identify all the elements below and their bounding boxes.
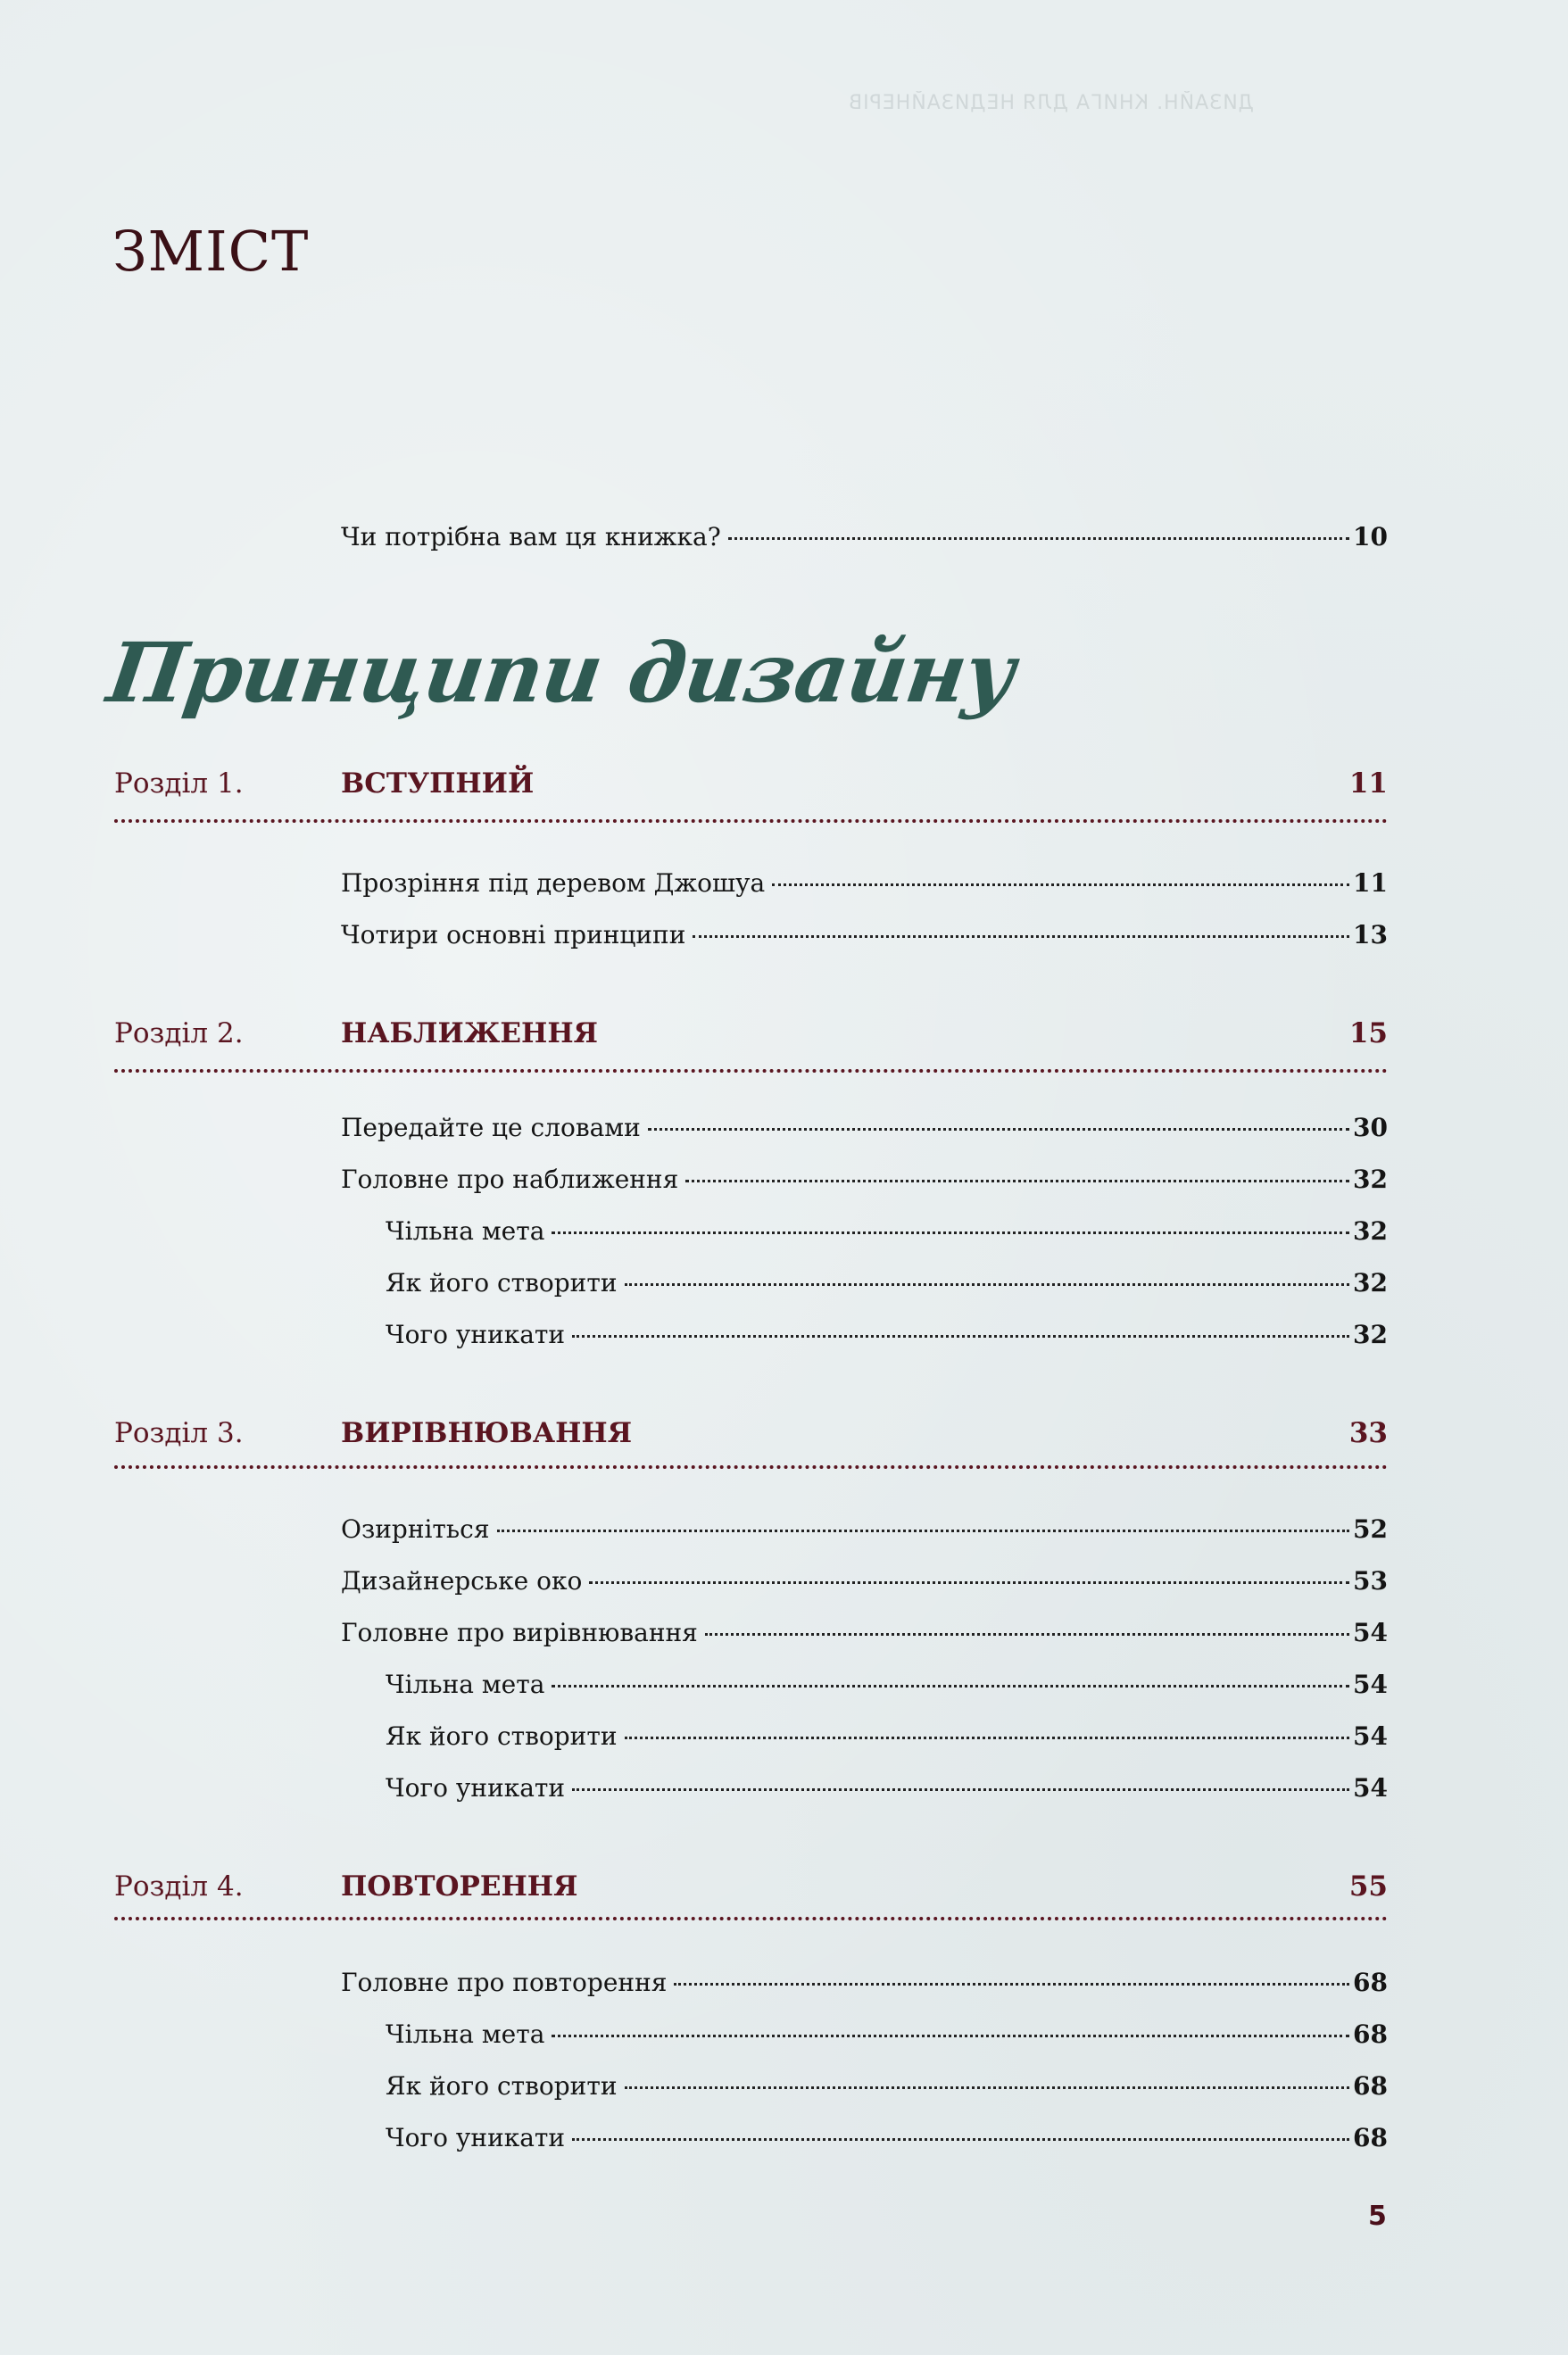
toc-entry[interactable] bbox=[341, 868, 1388, 904]
toc-entry-intro[interactable] bbox=[341, 522, 1388, 558]
entry-page-number: 54 bbox=[1353, 1618, 1388, 1647]
entry-label: Чотири основні принципи bbox=[341, 920, 686, 949]
toc-entry[interactable] bbox=[341, 1566, 1388, 1602]
chapter-number: Розділ 3. bbox=[114, 1417, 244, 1449]
toc-subentry[interactable] bbox=[386, 2123, 1388, 2159]
entry-label: Чи потрібна вам ця книжка? bbox=[341, 522, 721, 551]
toc-subentry[interactable] bbox=[386, 1216, 1388, 1252]
dot-leader bbox=[572, 1335, 1349, 1338]
bleedthrough-decoration bbox=[107, 178, 1392, 2142]
entry-page-number: 52 bbox=[1353, 1514, 1388, 1544]
chapter-page-number: 33 bbox=[1348, 1417, 1388, 1449]
chapter-page-number: 11 bbox=[1348, 767, 1388, 800]
entry-page-number: 53 bbox=[1353, 1566, 1388, 1596]
entry-page-number: 68 bbox=[1353, 1968, 1388, 1997]
entry-page-number: 32 bbox=[1353, 1268, 1388, 1298]
entry-page-number: 54 bbox=[1353, 1773, 1388, 1803]
chapter-number: Розділ 4. bbox=[114, 1870, 244, 1903]
chapter-title: ВСТУПНИЙ bbox=[341, 767, 535, 800]
chapter-divider bbox=[114, 1917, 1388, 1920]
chapter-heading-2[interactable] bbox=[114, 1017, 1388, 1053]
chapter-heading-3[interactable] bbox=[114, 1417, 1388, 1453]
chapter-heading-1[interactable] bbox=[114, 767, 1388, 803]
dot-leader bbox=[552, 1685, 1349, 1687]
chapter-heading-4[interactable] bbox=[114, 1870, 1388, 1906]
toc-entry[interactable] bbox=[341, 1968, 1388, 2003]
entry-page-number: 11 bbox=[1353, 868, 1388, 898]
toc-subentry[interactable] bbox=[386, 1773, 1388, 1809]
entry-page-number: 68 bbox=[1353, 2123, 1388, 2152]
dot-leader bbox=[772, 883, 1349, 886]
toc-subentry[interactable] bbox=[386, 1721, 1388, 1757]
chapter-divider bbox=[114, 1465, 1388, 1469]
toc-subentry[interactable] bbox=[386, 1320, 1388, 1356]
entry-label: Головне про повторення bbox=[341, 1968, 668, 1997]
dot-leader bbox=[685, 1180, 1349, 1182]
dot-leader bbox=[572, 1788, 1349, 1791]
dot-leader bbox=[728, 537, 1349, 540]
entry-label: Озирніться bbox=[341, 1514, 490, 1544]
toc-entry[interactable] bbox=[341, 1113, 1388, 1148]
toc-entry[interactable] bbox=[341, 1165, 1388, 1200]
entry-page-number: 32 bbox=[1353, 1165, 1388, 1194]
entry-label: Дизайнерське око bbox=[341, 1566, 583, 1596]
toc-entry[interactable] bbox=[341, 920, 1388, 956]
entry-page-number: 32 bbox=[1353, 1216, 1388, 1246]
dot-leader bbox=[552, 2035, 1349, 2037]
entry-label: Як його створити bbox=[386, 1268, 618, 1298]
toc-subentry[interactable] bbox=[386, 2071, 1388, 2107]
toc-subentry[interactable] bbox=[386, 2019, 1388, 2055]
dot-leader bbox=[625, 2086, 1350, 2089]
toc-entry[interactable] bbox=[341, 1514, 1388, 1550]
entry-page-number: 30 bbox=[1353, 1113, 1388, 1142]
dot-leader bbox=[552, 1231, 1349, 1234]
entry-label: Чільна мета bbox=[386, 1670, 545, 1699]
dot-leader bbox=[674, 1983, 1349, 1986]
entry-label: Передайте це словами bbox=[341, 1113, 641, 1142]
dot-leader bbox=[625, 1737, 1350, 1739]
entry-label: Чого уникати bbox=[386, 2123, 566, 2152]
entry-page-number: 32 bbox=[1353, 1320, 1388, 1349]
chapter-number: Розділ 2. bbox=[114, 1017, 244, 1049]
entry-label: Як його створити bbox=[386, 2071, 618, 2101]
entry-label: Головне про вирівнювання bbox=[341, 1618, 698, 1647]
chapter-divider bbox=[114, 819, 1388, 823]
chapter-title: ПОВТОРЕННЯ bbox=[341, 1870, 578, 1903]
entry-page-number: 68 bbox=[1353, 2071, 1388, 2101]
entry-label: Головне про наближення bbox=[341, 1165, 679, 1194]
entry-label: Чільна мета bbox=[386, 2019, 545, 2049]
chapter-page-number: 55 bbox=[1348, 1870, 1388, 1903]
dot-leader bbox=[497, 1530, 1350, 1532]
toc-entry[interactable] bbox=[341, 1618, 1388, 1654]
dot-leader bbox=[693, 935, 1349, 938]
dot-leader bbox=[648, 1128, 1349, 1131]
chapter-divider bbox=[114, 1069, 1388, 1073]
entry-page-number: 68 bbox=[1353, 2019, 1388, 2049]
dot-leader bbox=[589, 1581, 1349, 1584]
entry-label: Чого уникати bbox=[386, 1320, 566, 1349]
section-title: Принципи дизайну bbox=[102, 625, 1021, 721]
page-number: 5 bbox=[1368, 2201, 1387, 2232]
entry-label: Чого уникати bbox=[386, 1773, 566, 1803]
toc-subentry[interactable] bbox=[386, 1268, 1388, 1304]
chapter-title: НАБЛИЖЕННЯ bbox=[341, 1017, 598, 1049]
dot-leader bbox=[625, 1283, 1350, 1286]
entry-label: Чільна мета bbox=[386, 1216, 545, 1246]
entry-label: Як його створити bbox=[386, 1721, 618, 1751]
running-head-bleedthrough: ДИЗАЙН. КНИГА ДЛЯ НЕДИЗАЙНЕРІВ bbox=[848, 92, 1254, 114]
dot-leader bbox=[572, 2138, 1349, 2141]
entry-page-number: 54 bbox=[1353, 1670, 1388, 1699]
chapter-number: Розділ 1. bbox=[114, 767, 244, 800]
page-title: ЗМІСТ bbox=[112, 219, 310, 284]
entry-page-number: 10 bbox=[1353, 522, 1388, 551]
chapter-title: ВИРІВНЮВАННЯ bbox=[341, 1417, 633, 1449]
entry-page-number: 13 bbox=[1353, 920, 1388, 949]
toc-subentry[interactable] bbox=[386, 1670, 1388, 1705]
dot-leader bbox=[705, 1633, 1349, 1636]
entry-page-number: 54 bbox=[1353, 1721, 1388, 1751]
chapter-page-number: 15 bbox=[1348, 1017, 1388, 1049]
entry-label: Прозріння під деревом Джошуа bbox=[341, 868, 766, 898]
